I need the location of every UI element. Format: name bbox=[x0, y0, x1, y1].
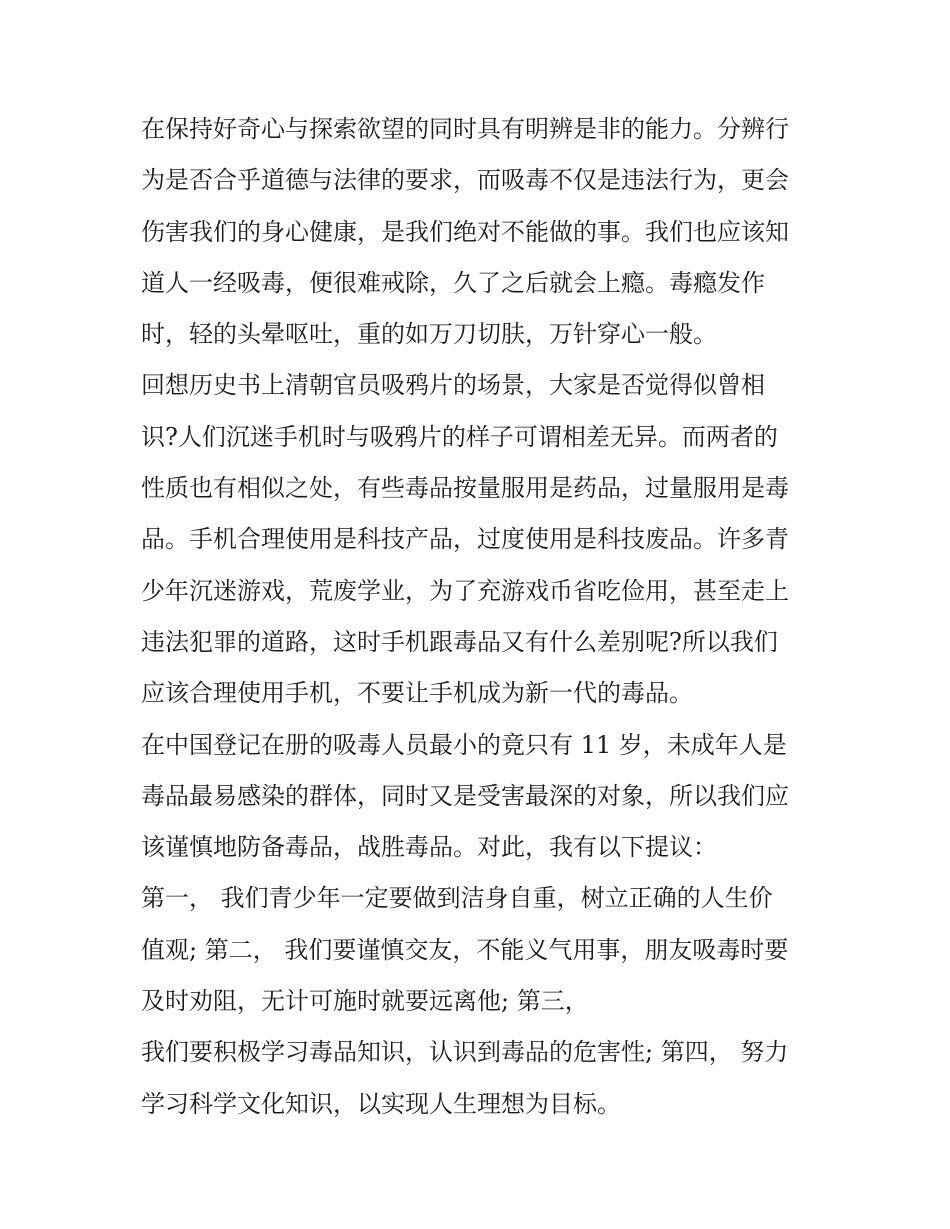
text-line: 学习科学文化知识，以实现人生理想为目标。 bbox=[141, 1089, 621, 1118]
text-line: 品。手机合理使用是科技产品，过度使用是科技废品。许多青 bbox=[141, 525, 789, 554]
body-text bbox=[141, 104, 821, 1130]
text-line: 在保持好奇心与探索欲望的同时具有明辨是非的能力。分辨行 bbox=[141, 115, 789, 143]
text-line: 性质也有相似之处，有些毒品按量服用是药品，过量服用是毒 bbox=[141, 474, 789, 503]
text-line: 道人一经吸毒，便很难戒除，久了之后就会上瘾。毒瘾发作 bbox=[141, 268, 765, 297]
text-line: 违法犯罪的道路，这时手机跟毒品又有什么差别呢?所以我们 bbox=[141, 627, 778, 656]
text-line: 时，轻的头晕呕吐，重的如万刀切肤，万针穿心一般。 bbox=[141, 320, 717, 349]
text-line: 我们要积极学习毒品知识，认识到毒品的危害性; 第四， 努力 bbox=[141, 1038, 789, 1067]
text-line: 少年沉迷游戏，荒废学业，为了充游戏币省吃俭用，甚至走上 bbox=[141, 576, 789, 605]
text-line: 该谨慎地防备毒品，战胜毒品。对此，我有以下提议： bbox=[141, 833, 717, 862]
text-line: 识?人们沉迷手机时与吸鸦片的样子可谓相差无异。而两者的 bbox=[141, 422, 778, 451]
text-line: 值观; 第二， 我们要谨慎交友，不能义气用事，朋友吸毒时要 bbox=[141, 935, 789, 964]
text-line: 第一， 我们青少年一定要做到洁身自重，树立正确的人生价 bbox=[141, 884, 773, 913]
text-line: 伤害我们的身心健康，是我们绝对不能做的事。我们也应该知 bbox=[141, 217, 789, 246]
text-line: 为是否合乎道德与法律的要求，而吸毒不仅是违法行为，更会 bbox=[141, 166, 789, 195]
text-line: 回想历史书上清朝官员吸鸦片的场景，大家是否觉得似曾相 bbox=[141, 371, 765, 400]
text-line: 及时劝阻，无计可施时就要远离他; 第三， bbox=[141, 987, 589, 1016]
text-line: 应该合理使用手机，不要让手机成为新一代的毒品。 bbox=[141, 679, 693, 708]
text-line: 在中国登记在册的吸毒人员最小的竟只有 11 岁，未成年人是 bbox=[141, 730, 787, 759]
text-line: 毒品最易感染的群体，同时又是受害最深的对象，所以我们应 bbox=[141, 781, 789, 810]
